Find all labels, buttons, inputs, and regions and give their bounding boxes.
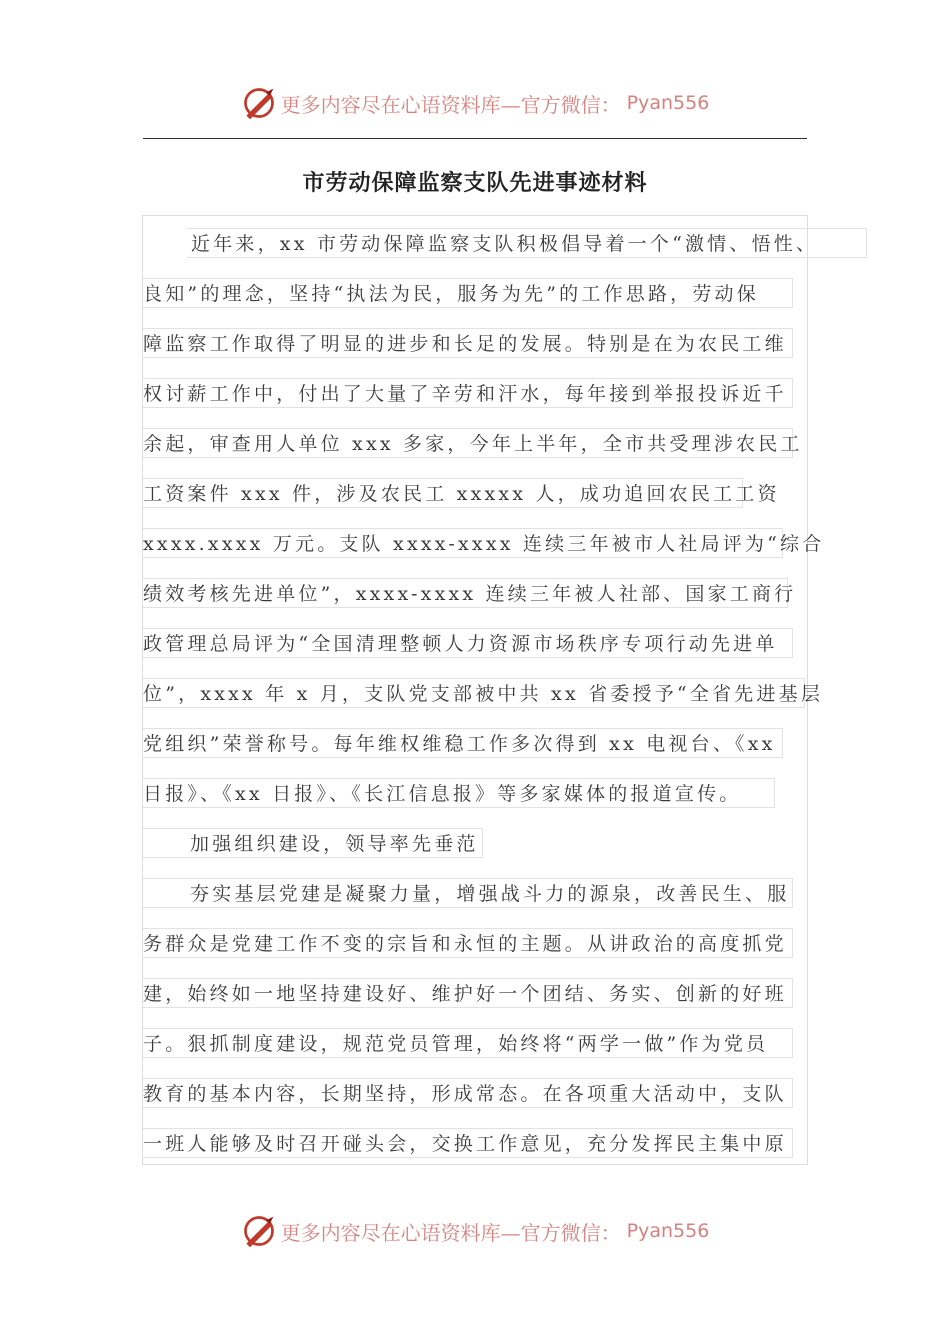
- footer-banner: [0, 1206, 950, 1256]
- pen-logo-icon: [241, 1213, 277, 1249]
- text-line: 教育的基本内容，长期坚持，形成常态。在各项重大活动中，支队: [143, 1078, 793, 1108]
- text-line: 良知”的理念，坚持“执法为民，服务为先”的工作思路，劳动保: [143, 278, 793, 308]
- text-line: 子。狠抓制度建设，规范党员管理，始终将“两学一做”作为党员: [143, 1028, 793, 1058]
- text-line: 夯实基层党建是凝聚力量，增强战斗力的源泉，改善民生、服: [143, 878, 793, 908]
- banner-wechat-id: Pyan556: [626, 92, 710, 114]
- text-line: 绩效考核先进单位”，xxxx-xxxx 连续三年被人社部、国家工商行: [143, 578, 788, 608]
- text-line: 近年来，xx 市劳动保障监察支队积极倡导着一个“激情、悟性、: [187, 228, 867, 258]
- text-line: 权讨薪工作中，付出了大量了辛劳和汗水，每年接到举报投诉近千: [143, 378, 793, 408]
- banner-wechat-id: Pyan556: [626, 1220, 710, 1242]
- text-line: 障监察工作取得了明显的进步和长足的发展。特别是在为农民工维: [143, 328, 793, 358]
- text-line: 位”，xxxx 年 x 月，支队党支部被中共 xx 省委授予“全省先进基层: [143, 678, 805, 708]
- text-line: 党组织”荣誉称号。每年维权维稳工作多次得到 xx 电视台、《xx: [143, 728, 783, 758]
- text-line: xxxx.xxxx 万元。支队 xxxx-xxxx 连续三年被市人社局评为“综合: [143, 528, 783, 558]
- header-rule: [143, 138, 807, 139]
- header-banner: [0, 78, 950, 128]
- banner-text: 更多内容尽在心语资料库—官方微信：: [280, 1220, 621, 1245]
- text-line: 余起，审查用人单位 xxx 多家，今年上半年，全市共受理涉农民工: [143, 428, 793, 458]
- text-line: 一班人能够及时召开碰头会，交换工作意见，充分发挥民主集中原: [143, 1128, 793, 1158]
- text-line: 政管理总局评为“全国清理整顿人力资源市场秩序专项行动先进单: [143, 628, 793, 658]
- text-line: 日报》、《xx 日报》、《长江信息报》等多家媒体的报道宣传。: [143, 778, 775, 808]
- pen-logo-icon: [241, 85, 277, 121]
- banner-text: 更多内容尽在心语资料库—官方微信：: [280, 92, 621, 117]
- text-line: 建，始终如一地坚持建设好、维护好一个团结、务实、创新的好班: [143, 978, 793, 1008]
- section-heading: 加强组织建设，领导率先垂范: [143, 828, 483, 858]
- text-line: 工资案件 xxx 件，涉及农民工 xxxxx 人，成功追回农民工工资: [143, 478, 743, 508]
- document-title: 市劳动保障监察支队先进事迹材料: [302, 171, 648, 196]
- text-line: 务群众是党建工作不变的宗旨和永恒的主题。从讲政治的高度抓党: [143, 928, 793, 958]
